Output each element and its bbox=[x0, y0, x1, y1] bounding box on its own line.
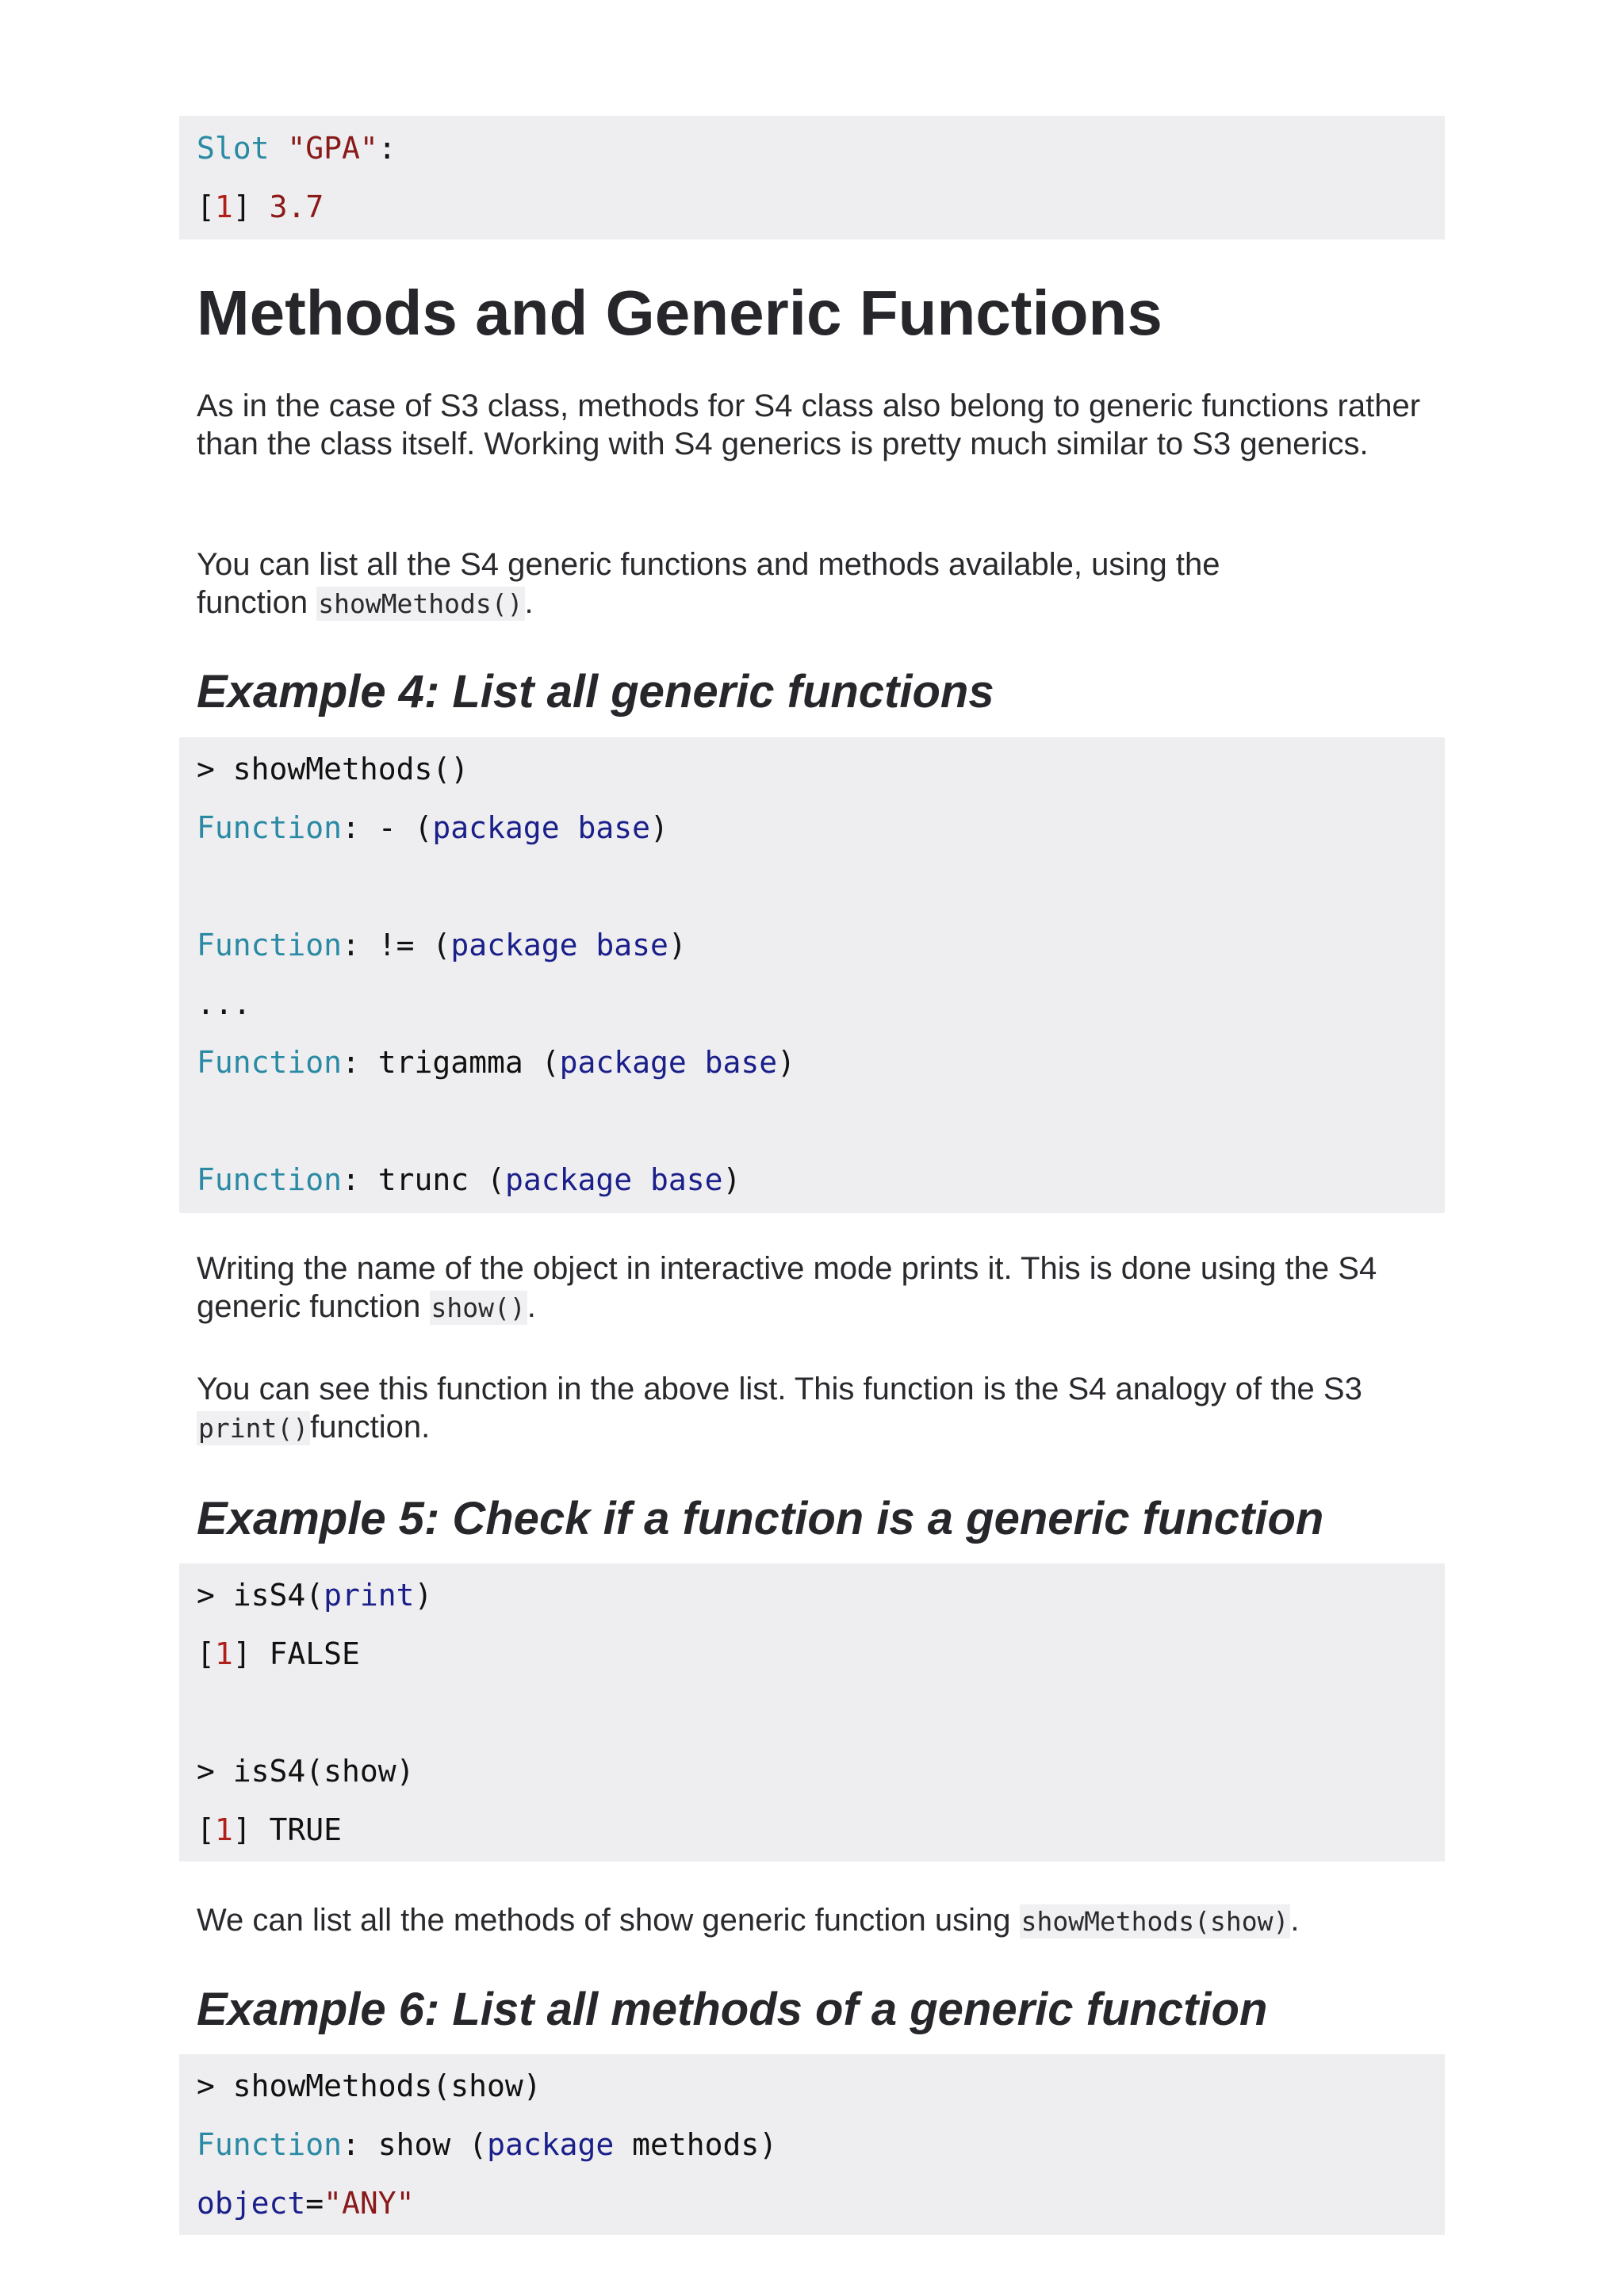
paragraph-text: Writing the name of the object in interactive mode prints it. This is done using the S4 generic function bbox=[197, 1251, 1377, 1324]
code-token-package: package bbox=[450, 928, 578, 962]
code-line bbox=[197, 119, 1427, 178]
code-token-paren: ) bbox=[668, 928, 687, 962]
code-token-base: base bbox=[596, 928, 668, 962]
code-token-text: > isS4( bbox=[197, 1578, 324, 1613]
code-token-bracket: [ bbox=[197, 189, 215, 224]
example-4-heading: Example 4: List all generic functions bbox=[197, 666, 994, 718]
code-token-base: base bbox=[704, 1045, 778, 1080]
code-token-base: base bbox=[649, 1162, 723, 1197]
inline-code: showMethods(show) bbox=[1021, 1906, 1289, 1937]
code-token-function: Function bbox=[197, 2127, 343, 2162]
code-token-text: : - ( bbox=[342, 810, 433, 845]
code-token-value: TRUE bbox=[251, 1812, 343, 1847]
code-token-package: package bbox=[559, 1045, 687, 1080]
code-token-value: 3.7 bbox=[269, 189, 324, 224]
example-6-heading: Example 6: List all methods of a generic function bbox=[197, 1984, 1268, 2035]
code-token-package: package bbox=[487, 2127, 615, 2162]
paragraph-text: . bbox=[524, 585, 534, 620]
code-token-index: 1 bbox=[214, 1812, 233, 1847]
code-token-paren: ) bbox=[777, 1045, 796, 1080]
code-token-print: print bbox=[324, 1578, 415, 1613]
code-blank-line bbox=[197, 857, 1427, 916]
code-line bbox=[197, 1624, 1427, 1683]
paragraph-text: We can list all the methods of show generic function using bbox=[197, 1903, 1020, 1938]
paragraph-show bbox=[197, 1249, 1434, 1327]
code-token-function: Function bbox=[197, 1045, 343, 1080]
paragraph-text: function. bbox=[310, 1410, 431, 1445]
code-token-string: "GPA" bbox=[287, 131, 378, 166]
paragraph-showmethods-show bbox=[197, 1901, 1434, 1941]
code-token-paren: ) bbox=[649, 810, 668, 845]
code-block-slot-output bbox=[179, 116, 1445, 239]
code-token-package: package bbox=[504, 1162, 633, 1197]
paragraph-showmethods bbox=[197, 545, 1307, 623]
code-token-value: FALSE bbox=[251, 1636, 360, 1671]
code-token-slot: Slot bbox=[197, 131, 270, 166]
code-token-text: : show ( bbox=[342, 2127, 488, 2162]
code-token-text: methods) bbox=[614, 2127, 778, 2162]
code-token-colon: : bbox=[377, 131, 396, 166]
code-token-function: Function bbox=[197, 1162, 343, 1197]
paragraph-text: You can see this function in the above list. This function is the S4 analogy of the S3 bbox=[197, 1372, 1362, 1406]
code-block-example-5 bbox=[179, 1563, 1445, 1862]
code-token-bracket: [ bbox=[197, 1636, 215, 1671]
code-token-object: object bbox=[197, 2186, 306, 2221]
code-token-function: Function bbox=[197, 810, 343, 845]
code-token-equals: = bbox=[305, 2186, 324, 2221]
code-blank-line bbox=[197, 1683, 1427, 1742]
code-token-text: : trunc ( bbox=[342, 1162, 505, 1197]
inline-code: print() bbox=[198, 1413, 309, 1444]
page-title: Methods and Generic Functions bbox=[197, 277, 1162, 348]
code-token-text: : trigamma ( bbox=[342, 1045, 560, 1080]
code-blank-line bbox=[197, 1092, 1427, 1150]
code-token-index: 1 bbox=[214, 189, 233, 224]
paragraph-intro: As in the case of S3 class, methods for S4 class also belong to generic functions rather than the class itself. Working with S4 generics is pretty much similar to S3 generics. bbox=[197, 388, 1421, 461]
paragraph-text: . bbox=[1290, 1903, 1300, 1938]
code-token-index: 1 bbox=[214, 1636, 233, 1671]
code-token-paren: ) bbox=[414, 1578, 433, 1613]
paragraph-print bbox=[197, 1370, 1386, 1448]
code-line bbox=[197, 1033, 1427, 1092]
code-block-example-6 bbox=[179, 2054, 1445, 2235]
code-line bbox=[197, 1800, 1427, 1859]
code-line bbox=[197, 178, 1427, 236]
code-token-bracket: ] bbox=[232, 189, 251, 224]
code-token-package: package bbox=[432, 810, 560, 845]
code-token-function: Function bbox=[197, 928, 343, 962]
example-5-heading: Example 5: Check if a function is a generic function bbox=[197, 1493, 1324, 1544]
code-line bbox=[197, 2115, 1427, 2174]
inline-code: show() bbox=[431, 1292, 526, 1323]
code-token-bracket: [ bbox=[197, 1812, 215, 1847]
code-line bbox=[197, 1566, 1427, 1624]
code-line: > isS4(show) bbox=[197, 1754, 415, 1789]
code-block-example-4 bbox=[179, 737, 1445, 1213]
code-line bbox=[197, 798, 1427, 857]
code-line: > showMethods() bbox=[197, 752, 469, 786]
code-line bbox=[197, 2174, 1427, 2233]
code-line bbox=[197, 916, 1427, 974]
code-token-bracket: ] bbox=[232, 1812, 251, 1847]
code-token-base: base bbox=[577, 810, 650, 845]
code-line-ellipsis: ... bbox=[197, 986, 251, 1021]
code-line: > showMethods(show) bbox=[197, 2068, 542, 2103]
paragraph-text: You can list all the S4 generic functions and methods available, using the function bbox=[197, 547, 1220, 620]
code-token-string: "ANY" bbox=[324, 2186, 415, 2221]
code-token-paren: ) bbox=[722, 1162, 741, 1197]
code-token-text: : != ( bbox=[342, 928, 451, 962]
code-line bbox=[197, 1150, 1427, 1209]
inline-code: showMethods() bbox=[318, 588, 523, 619]
code-token-bracket: ] bbox=[232, 1636, 251, 1671]
paragraph-text: . bbox=[527, 1289, 536, 1324]
